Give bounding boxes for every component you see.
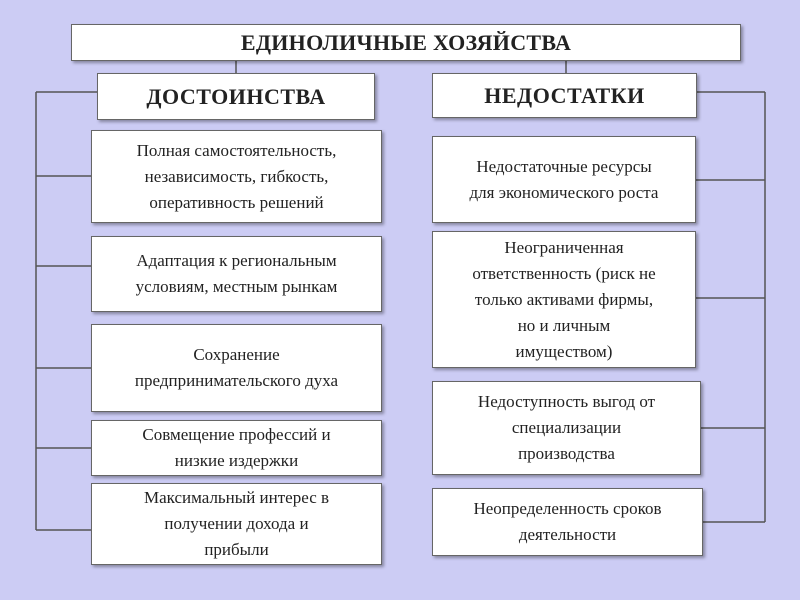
- disadvantage-item: Недостаточные ресурсы для экономического роста: [432, 136, 696, 223]
- advantage-item: Полная самостоятельность, независимость, гибкость, оперативность решений: [91, 130, 382, 223]
- diagram-title: ЕДИНОЛИЧНЫЕ ХОЗЯЙСТВА: [71, 24, 741, 61]
- advantage-item: Максимальный интерес в получении дохода и прибыли: [91, 483, 382, 565]
- disadvantage-item: Неопределенность сроков деятельности: [432, 488, 703, 556]
- advantage-item: Сохранение предпринимательского духа: [91, 324, 382, 412]
- disadvantage-item: Неограниченная ответственность (риск не только активами фирмы, но и личным имуществом): [432, 231, 696, 368]
- advantage-item: Адаптация к региональным условиям, местным рынкам: [91, 236, 382, 312]
- disadvantage-item: Недоступность выгод от специализации производства: [432, 381, 701, 475]
- disadvantages-header: НЕДОСТАТКИ: [432, 73, 697, 118]
- advantages-header: ДОСТОИНСТВА: [97, 73, 375, 120]
- advantage-item: Совмещение профессий и низкие издержки: [91, 420, 382, 476]
